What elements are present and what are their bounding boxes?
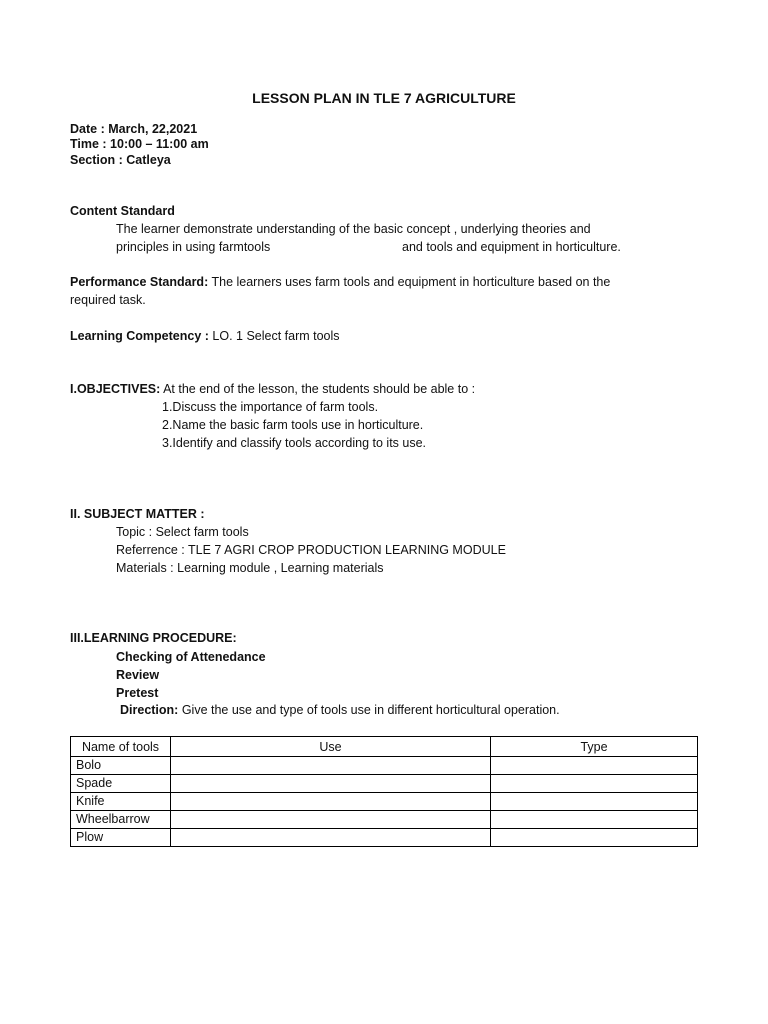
direction-text: Give the use and type of tools use in different horticultural operation.: [178, 703, 560, 717]
performance-standard-text: The learners uses farm tools and equipment in horticulture based on the: [208, 275, 611, 289]
date-line: Date : March, 22,2021: [70, 122, 198, 136]
tool-name-cell: Wheelbarrow: [71, 811, 171, 829]
tools-table: [70, 736, 698, 847]
tool-name-cell: Knife: [71, 793, 171, 811]
use-cell[interactable]: [171, 757, 491, 775]
objective-item: 2.Name the basic farm tools use in horticulture.: [162, 418, 424, 432]
table-header-row: [71, 737, 698, 757]
header-type: Type: [491, 737, 698, 757]
content-standard-heading: Content Standard: [70, 204, 175, 218]
subject-matter-heading: II. SUBJECT MATTER :: [70, 507, 205, 521]
use-cell[interactable]: [171, 793, 491, 811]
type-cell[interactable]: [491, 775, 698, 793]
table-row: [71, 775, 698, 793]
performance-standard-label: Performance Standard:: [70, 275, 209, 289]
procedure-step: Review: [116, 668, 160, 682]
header-use: Use: [171, 737, 491, 757]
learning-competency: [70, 328, 340, 344]
objectives: [70, 381, 475, 397]
table-row: [71, 793, 698, 811]
content-standard-line2b: and tools and equipment in horticulture.: [402, 240, 621, 254]
type-cell[interactable]: [491, 793, 698, 811]
performance-standard: [70, 274, 610, 290]
objective-item: 3.Identify and classify tools according to its use.: [162, 436, 427, 450]
tool-name-cell: Bolo: [71, 757, 171, 775]
performance-standard-text2: required task.: [70, 293, 146, 307]
header-name-of-tools: Name of tools: [71, 737, 171, 757]
page-title: LESSON PLAN IN TLE 7 AGRICULTURE: [252, 90, 516, 106]
use-cell[interactable]: [171, 775, 491, 793]
procedure-step: Checking of Attenedance: [116, 650, 266, 664]
table-row: [71, 757, 698, 775]
type-cell[interactable]: [491, 829, 698, 847]
procedure-step: Pretest: [116, 686, 159, 700]
table-row: [71, 829, 698, 847]
objective-item: 1.Discuss the importance of farm tools.: [162, 400, 379, 414]
learning-competency-text: LO. 1 Select farm tools: [208, 329, 340, 343]
direction-label: Direction:: [120, 703, 179, 717]
tool-name-cell: Spade: [71, 775, 171, 793]
type-cell[interactable]: [491, 757, 698, 775]
content-standard-line2a: principles in using farmtools: [116, 240, 271, 254]
section-line: Section : Catleya: [70, 153, 171, 167]
use-cell[interactable]: [171, 829, 491, 847]
tool-name-cell: Plow: [71, 829, 171, 847]
table-row: [71, 811, 698, 829]
use-cell[interactable]: [171, 811, 491, 829]
procedure-heading: III.LEARNING PROCEDURE:: [70, 631, 237, 645]
learning-competency-label: Learning Competency :: [70, 329, 209, 343]
time-line: Time : 10:00 – 11:00 am: [70, 137, 209, 151]
subject-topic: Topic : Select farm tools: [116, 525, 249, 539]
objectives-intro: At the end of the lesson, the students should be able to :: [160, 382, 476, 396]
objectives-label: I.OBJECTIVES:: [70, 382, 161, 396]
content-standard-line1: The learner demonstrate understanding of the basic concept , underlying theories and: [116, 222, 591, 236]
subject-reference: Referrence : TLE 7 AGRI CROP PRODUCTION LEARNING MODULE: [116, 543, 506, 557]
type-cell[interactable]: [491, 811, 698, 829]
subject-materials: Materials : Learning module , Learning materials: [116, 561, 384, 575]
procedure-direction: [120, 702, 560, 718]
